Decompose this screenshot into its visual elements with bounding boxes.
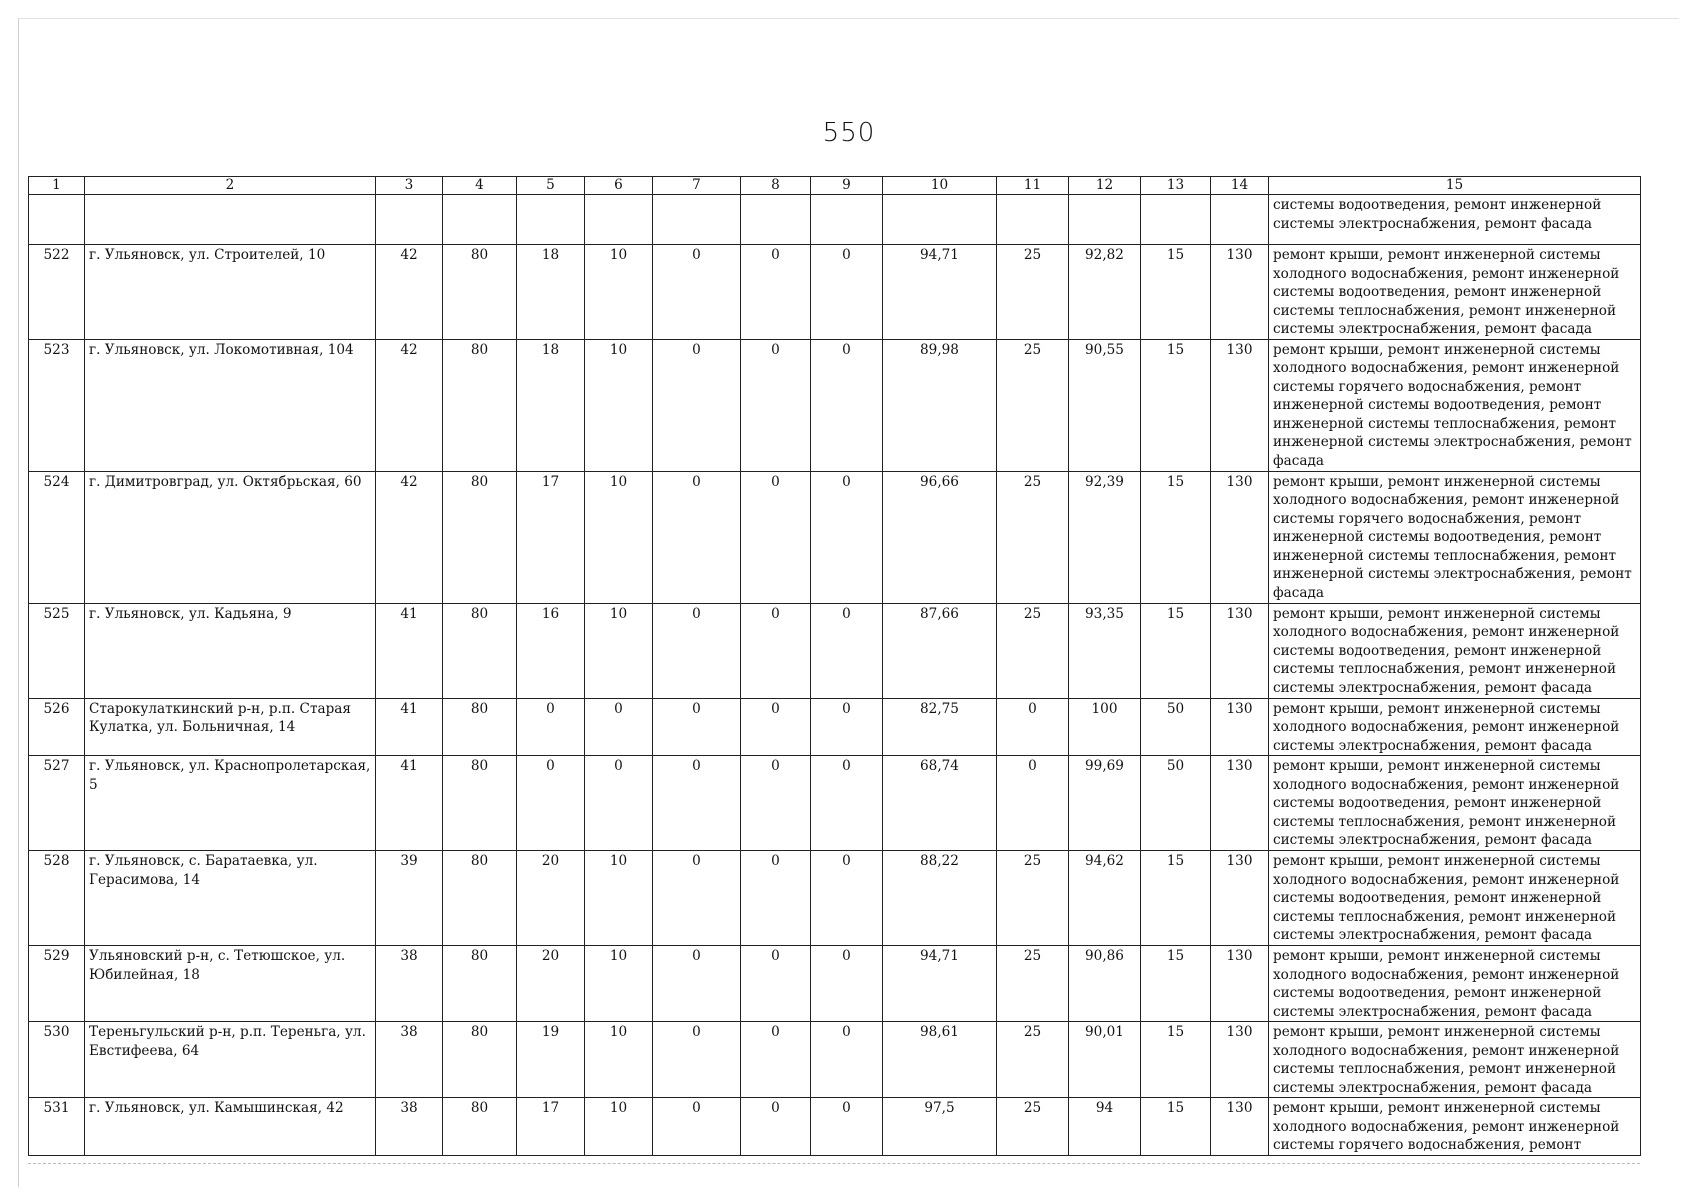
works-cell: ремонт крыши, ремонт инженерной системы холодного водоснабжения, ремонт инженерной системы электроснабжения, ремонт фасада — [1269, 698, 1641, 756]
address-cell: Ульяновский р-н, с. Тетюшское, ул. Юбилейная, 18 — [85, 946, 376, 1022]
col3-value: 42 — [376, 471, 443, 603]
col7-value: 0 — [653, 851, 741, 946]
address-cell: г. Ульяновск, ул. Камышинская, 42 — [85, 1098, 376, 1156]
row-number: 531 — [29, 1098, 85, 1156]
row-number: 527 — [29, 756, 85, 851]
address-cell: Тереньгульский р-н, р.п. Тереньга, ул. Евстифеева, 64 — [85, 1022, 376, 1098]
row-number: 525 — [29, 603, 85, 698]
column-number: 7 — [653, 177, 741, 195]
col8-value: 0 — [741, 245, 811, 340]
col9-value: 0 — [811, 471, 883, 603]
col10-value: 88,22 — [883, 851, 997, 946]
col4-value: 80 — [443, 1098, 517, 1156]
col11-value: 25 — [997, 471, 1069, 603]
works-cell: ремонт крыши, ремонт инженерной системы холодного водоснабжения, ремонт инженерной системы водоотведения, ремонт инженерной системы электроснабжения, ремонт фасада — [1269, 946, 1641, 1022]
col7-value: 0 — [653, 603, 741, 698]
col3-value: 42 — [376, 245, 443, 340]
row-number: 524 — [29, 471, 85, 603]
address-cell: г. Димитровград, ул. Октябрьская, 60 — [85, 471, 376, 603]
column-number: 8 — [741, 177, 811, 195]
col5-value: 18 — [517, 245, 585, 340]
col5-value: 19 — [517, 1022, 585, 1098]
col8-value: 0 — [741, 851, 811, 946]
works-table — [28, 176, 1641, 1156]
col11-value: 0 — [997, 756, 1069, 851]
row-number: 522 — [29, 245, 85, 340]
col4-value: 80 — [443, 603, 517, 698]
col4-value: 80 — [443, 1022, 517, 1098]
page-number: 550 — [822, 118, 876, 148]
col12-value: 92,82 — [1069, 245, 1141, 340]
col13-value: 15 — [1141, 471, 1211, 603]
col11-value: 25 — [997, 245, 1069, 340]
col11-value: 25 — [997, 603, 1069, 698]
col9-value: 0 — [811, 245, 883, 340]
col10-value: 87,66 — [883, 603, 997, 698]
column-number: 11 — [997, 177, 1069, 195]
col13-value: 15 — [1141, 1098, 1211, 1156]
col9-value: 0 — [811, 698, 883, 756]
col9-value: 0 — [811, 1022, 883, 1098]
col6-value: 10 — [585, 339, 653, 471]
row-number: 529 — [29, 946, 85, 1022]
col9-value: 0 — [811, 851, 883, 946]
col11-value: 25 — [997, 1098, 1069, 1156]
col6-value: 10 — [585, 245, 653, 340]
col11-value: 25 — [997, 339, 1069, 471]
col12-value: 90,55 — [1069, 339, 1141, 471]
col8-value: 0 — [741, 756, 811, 851]
col6-value: 10 — [585, 851, 653, 946]
col8-value: 0 — [741, 1022, 811, 1098]
col10-value: 97,5 — [883, 1098, 997, 1156]
col10-value: 98,61 — [883, 1022, 997, 1098]
col5-value: 17 — [517, 1098, 585, 1156]
col9-value: 0 — [811, 339, 883, 471]
works-cell: ремонт крыши, ремонт инженерной системы холодного водоснабжения, ремонт инженерной системы водоотведения, ремонт инженерной системы теплоснабжения, ремонт инженерной системы электроснабжения, ремонт фасада — [1269, 603, 1641, 698]
col12-value: 100 — [1069, 698, 1141, 756]
column-number: 10 — [883, 177, 997, 195]
col4-value: 80 — [443, 245, 517, 340]
works-cell: ремонт крыши, ремонт инженерной системы холодного водоснабжения, ремонт инженерной системы горячего водоснабжения, ремонт инженерной системы водоотведения, ремонт инженерной системы теплоснабжения, ремонт инженерной системы электроснабжения, ремонт фасада — [1269, 471, 1641, 603]
col12-value: 90,01 — [1069, 1022, 1141, 1098]
col14-value: 130 — [1211, 698, 1269, 756]
col11-value: 25 — [997, 851, 1069, 946]
col3-value: 41 — [376, 603, 443, 698]
col7-value: 0 — [653, 698, 741, 756]
col13-value: 15 — [1141, 1022, 1211, 1098]
col7-value: 0 — [653, 756, 741, 851]
col14-value: 130 — [1211, 1022, 1269, 1098]
col11-value: 25 — [997, 946, 1069, 1022]
works-cell: системы водоотведения, ремонт инженерной системы электроснабжения, ремонт фасада — [1269, 195, 1641, 245]
col10-value: 82,75 — [883, 698, 997, 756]
col9-value: 0 — [811, 946, 883, 1022]
table-row — [29, 245, 1641, 340]
col9-value: 0 — [811, 603, 883, 698]
page-bottom-edge — [28, 1163, 1640, 1164]
table-row — [29, 698, 1641, 756]
col6-value: 0 — [585, 698, 653, 756]
column-number: 3 — [376, 177, 443, 195]
address-cell: г. Ульяновск, ул. Краснопролетарская, 5 — [85, 756, 376, 851]
col6-value: 0 — [585, 756, 653, 851]
column-number: 6 — [585, 177, 653, 195]
works-cell: ремонт крыши, ремонт инженерной системы холодного водоснабжения, ремонт инженерной системы горячего водоснабжения, ремонт инженерной системы водоотведения, ремонт инженерной системы теплоснабжения, ремонт инженерной системы электроснабжения, ремонт фасада — [1269, 339, 1641, 471]
col3-value: 42 — [376, 339, 443, 471]
col3-value: 41 — [376, 698, 443, 756]
col3-value: 41 — [376, 756, 443, 851]
col13-value: 15 — [1141, 946, 1211, 1022]
address-cell: г. Ульяновск, ул. Локомотивная, 104 — [85, 339, 376, 471]
row-number: 530 — [29, 1022, 85, 1098]
works-cell: ремонт крыши, ремонт инженерной системы холодного водоснабжения, ремонт инженерной системы водоотведения, ремонт инженерной системы теплоснабжения, ремонт инженерной системы электроснабжения, ремонт фасада — [1269, 756, 1641, 851]
address-cell: г. Ульяновск, ул. Строителей, 10 — [85, 245, 376, 340]
table-row — [29, 946, 1641, 1022]
column-number: 1 — [29, 177, 85, 195]
col5-value: 0 — [517, 756, 585, 851]
col8-value: 0 — [741, 471, 811, 603]
col9-value: 0 — [811, 756, 883, 851]
col12-value: 90,86 — [1069, 946, 1141, 1022]
col14-value: 130 — [1211, 603, 1269, 698]
col6-value: 10 — [585, 946, 653, 1022]
col4-value: 80 — [443, 698, 517, 756]
col14-value: 130 — [1211, 946, 1269, 1022]
col3-value: 39 — [376, 851, 443, 946]
col13-value: 15 — [1141, 851, 1211, 946]
col8-value: 0 — [741, 603, 811, 698]
col12-value: 94,62 — [1069, 851, 1141, 946]
table-row — [29, 471, 1641, 603]
col14-value: 130 — [1211, 1098, 1269, 1156]
column-number: 13 — [1141, 177, 1211, 195]
col8-value: 0 — [741, 339, 811, 471]
col11-value: 0 — [997, 698, 1069, 756]
col9-value: 0 — [811, 1098, 883, 1156]
col5-value: 17 — [517, 471, 585, 603]
col13-value: 50 — [1141, 756, 1211, 851]
table-row — [29, 1098, 1641, 1156]
column-number: 5 — [517, 177, 585, 195]
col12-value: 94 — [1069, 1098, 1141, 1156]
col12-value: 99,69 — [1069, 756, 1141, 851]
continuation-row — [29, 195, 1641, 245]
column-number: 9 — [811, 177, 883, 195]
col4-value: 80 — [443, 339, 517, 471]
col13-value: 15 — [1141, 339, 1211, 471]
col13-value: 50 — [1141, 698, 1211, 756]
row-number: 526 — [29, 698, 85, 756]
col14-value: 130 — [1211, 245, 1269, 340]
column-number: 15 — [1269, 177, 1641, 195]
col7-value: 0 — [653, 471, 741, 603]
col4-value: 80 — [443, 471, 517, 603]
col12-value: 93,35 — [1069, 603, 1141, 698]
col5-value: 20 — [517, 851, 585, 946]
col5-value: 18 — [517, 339, 585, 471]
col4-value: 80 — [443, 946, 517, 1022]
column-number: 12 — [1069, 177, 1141, 195]
table-row — [29, 756, 1641, 851]
col6-value: 10 — [585, 1022, 653, 1098]
col14-value: 130 — [1211, 851, 1269, 946]
col4-value: 80 — [443, 851, 517, 946]
works-cell: ремонт крыши, ремонт инженерной системы холодного водоснабжения, ремонт инженерной системы теплоснабжения, ремонт инженерной системы электроснабжения, ремонт фасада — [1269, 1022, 1641, 1098]
col12-value: 92,39 — [1069, 471, 1141, 603]
col10-value: 68,74 — [883, 756, 997, 851]
col3-value: 38 — [376, 1022, 443, 1098]
col3-value: 38 — [376, 946, 443, 1022]
column-number: 2 — [85, 177, 376, 195]
col5-value: 20 — [517, 946, 585, 1022]
col7-value: 0 — [653, 1022, 741, 1098]
address-cell: г. Ульяновск, с. Баратаевка, ул. Герасимова, 14 — [85, 851, 376, 946]
row-number: 528 — [29, 851, 85, 946]
column-number-row — [29, 177, 1641, 195]
column-number: 14 — [1211, 177, 1269, 195]
col10-value: 89,98 — [883, 339, 997, 471]
col10-value: 94,71 — [883, 946, 997, 1022]
works-cell: ремонт крыши, ремонт инженерной системы холодного водоснабжения, ремонт инженерной системы горячего водоснабжения, ремонт — [1269, 1098, 1641, 1156]
col10-value: 94,71 — [883, 245, 997, 340]
table-row — [29, 339, 1641, 471]
col8-value: 0 — [741, 1098, 811, 1156]
col6-value: 10 — [585, 603, 653, 698]
col8-value: 0 — [741, 946, 811, 1022]
col7-value: 0 — [653, 339, 741, 471]
col14-value: 130 — [1211, 471, 1269, 603]
col10-value: 96,66 — [883, 471, 997, 603]
table-row — [29, 1022, 1641, 1098]
col7-value: 0 — [653, 1098, 741, 1156]
col14-value: 130 — [1211, 339, 1269, 471]
col13-value: 15 — [1141, 603, 1211, 698]
col7-value: 0 — [653, 245, 741, 340]
column-number: 4 — [443, 177, 517, 195]
row-number: 523 — [29, 339, 85, 471]
works-cell: ремонт крыши, ремонт инженерной системы холодного водоснабжения, ремонт инженерной системы водоотведения, ремонт инженерной системы теплоснабжения, ремонт инженерной системы электроснабжения, ремонт фасада — [1269, 851, 1641, 946]
col11-value: 25 — [997, 1022, 1069, 1098]
col7-value: 0 — [653, 946, 741, 1022]
col6-value: 10 — [585, 471, 653, 603]
address-cell: Старокулаткинский р-н, р.п. Старая Кулатка, ул. Больничная, 14 — [85, 698, 376, 756]
col4-value: 80 — [443, 756, 517, 851]
col5-value: 0 — [517, 698, 585, 756]
col13-value: 15 — [1141, 245, 1211, 340]
address-cell: г. Ульяновск, ул. Кадьяна, 9 — [85, 603, 376, 698]
col8-value: 0 — [741, 698, 811, 756]
col5-value: 16 — [517, 603, 585, 698]
table-row — [29, 603, 1641, 698]
col6-value: 10 — [585, 1098, 653, 1156]
works-cell: ремонт крыши, ремонт инженерной системы холодного водоснабжения, ремонт инженерной системы водоотведения, ремонт инженерной системы теплоснабжения, ремонт инженерной системы электроснабжения, ремонт фасада — [1269, 245, 1641, 340]
table-row — [29, 851, 1641, 946]
col14-value: 130 — [1211, 756, 1269, 851]
col3-value: 38 — [376, 1098, 443, 1156]
